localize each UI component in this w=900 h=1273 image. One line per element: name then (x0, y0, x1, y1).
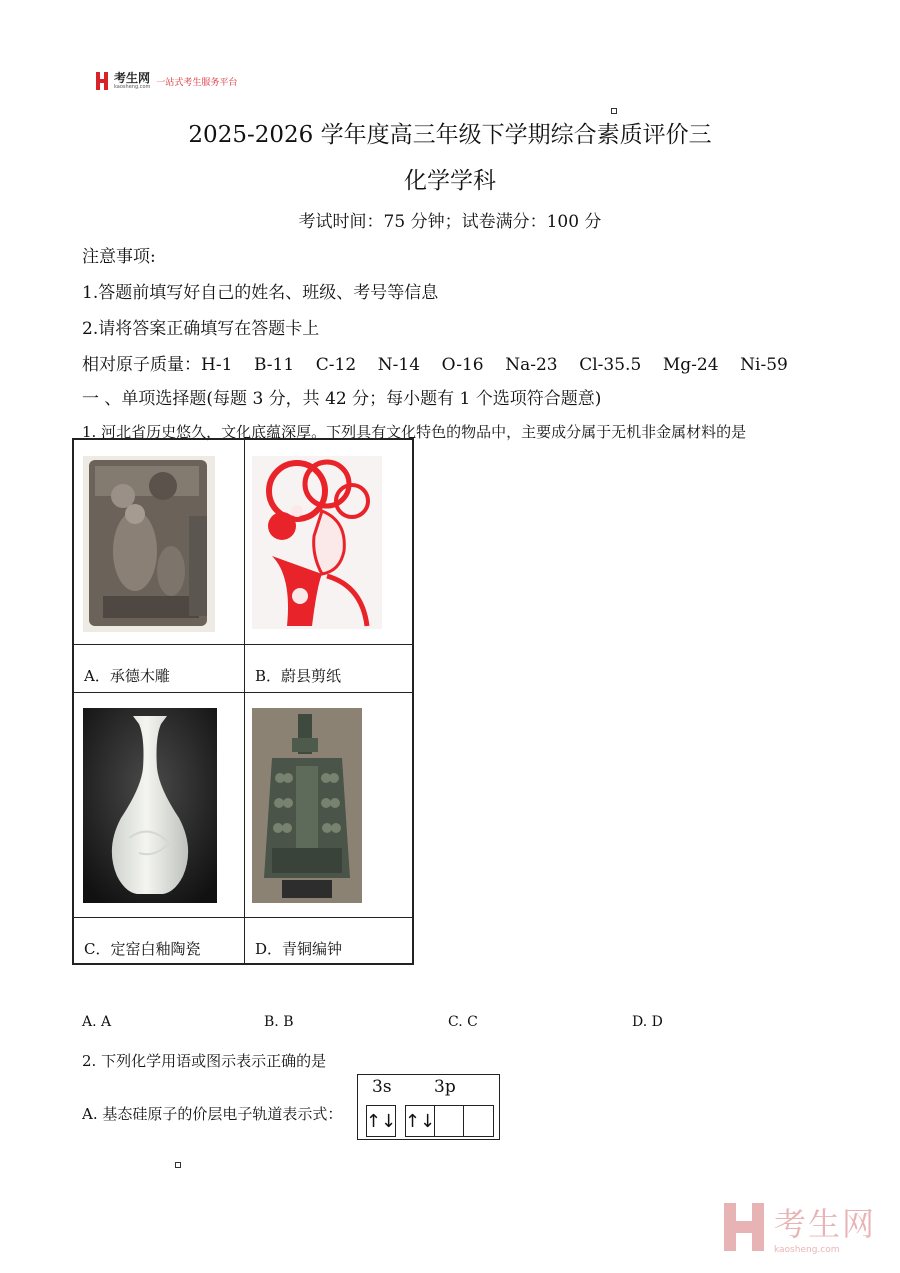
paper-cutting-image (252, 456, 382, 629)
exam-title: 2025-2026 学年度高三年级下学期综合素质评价三 (188, 122, 712, 148)
cell-b-label (245, 645, 414, 693)
orbital-box-3p-2 (434, 1105, 464, 1137)
orbital-box-3p-1: ↑↓ (405, 1105, 435, 1137)
question-1-stem: 1. 河北省历史悠久，文化底蕴深厚。下列具有文化特色的物品中，主要成分属于无机非金属材料的是 (82, 423, 747, 441)
cell-b-image (245, 440, 414, 645)
subject-title: 化学学科 (404, 168, 496, 194)
cell-c-image (74, 693, 245, 918)
note-item-1: 1.答题前填写好自己的姓名、班级、考号等信息 (82, 283, 439, 303)
watermark-url: kaosheng.com (773, 1245, 840, 1255)
cell-d-label (245, 918, 414, 963)
logo-slogan: 一站式考生服务平台 (156, 77, 238, 88)
cell-a-label (74, 645, 245, 693)
option-c[interactable]: C. C (448, 1014, 478, 1030)
wood-carving-image (83, 456, 215, 632)
watermark-logo-icon (724, 1203, 768, 1251)
item-d-label: D．青铜编钟 (255, 940, 343, 958)
site-logo (96, 70, 237, 92)
option-d[interactable]: D. D (632, 1014, 663, 1030)
exam-info: 考试时间：75 分钟；试卷满分：100 分 (298, 212, 602, 232)
orbital-3p-label: 3p (434, 1077, 456, 1097)
porcelain-vase-image (83, 708, 217, 903)
cell-c-label (74, 918, 245, 963)
watermark-text: 考生网 (773, 1205, 876, 1243)
option-a[interactable]: A. A (82, 1014, 112, 1030)
marker-box (611, 108, 617, 114)
orbital-diagram (357, 1074, 500, 1140)
question-1-table (72, 438, 414, 965)
atomic-mass: 相对原子质量：H-1 B-11 C-12 N-14 O-16 Na-23 Cl-35.5 Mg-24 Ni-59 (82, 355, 788, 375)
orbital-box-3s: ↑↓ (366, 1105, 396, 1137)
notes-heading: 注意事项: (82, 247, 156, 267)
cell-d-image (245, 693, 414, 918)
orbital-3s-label: 3s (372, 1077, 392, 1097)
orbital-box-3p-3 (464, 1105, 494, 1137)
marker-box (175, 1162, 181, 1168)
item-c-label: C．定窑白釉陶瓷 (84, 940, 201, 958)
note-item-2: 2.请将答案正确填写在答题卡上 (82, 319, 320, 339)
question-2-option-a: A. 基态硅原子的价层电子轨道表示式： (82, 1105, 343, 1123)
item-a-label: A．承德木雕 (84, 667, 170, 685)
logo-url: kaosheng.com (114, 84, 151, 90)
section-heading: 一 、单项选择题(每题 3 分，共 42 分；每小题有 1 个选项符合题意) (82, 389, 602, 409)
watermark (724, 1199, 876, 1255)
logo-name: 考生网 (114, 71, 151, 85)
item-b-label: B．蔚县剪纸 (255, 667, 342, 685)
option-b[interactable]: B. B (264, 1014, 294, 1030)
cell-a-image (74, 440, 245, 645)
logo-icon (96, 72, 110, 90)
question-2-stem: 2. 下列化学用语或图示表示正确的是 (82, 1052, 327, 1070)
bronze-bell-image (252, 708, 362, 903)
